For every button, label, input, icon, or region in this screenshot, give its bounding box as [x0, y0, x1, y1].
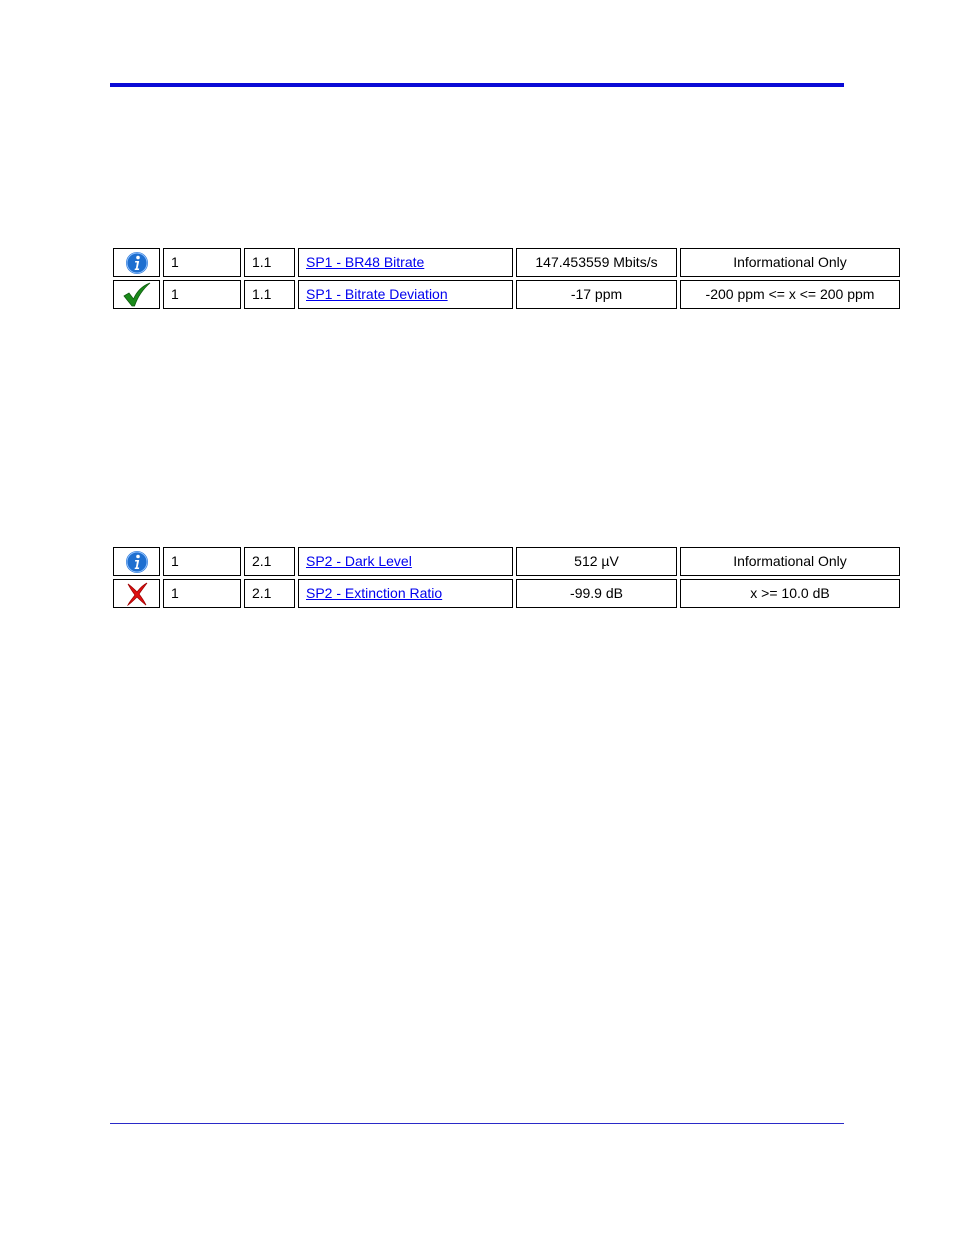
info-icon [125, 251, 149, 275]
test-link[interactable]: SP1 - Bitrate Deviation [306, 286, 448, 302]
info-icon [125, 550, 149, 574]
test-name-cell [298, 579, 513, 608]
measured-value: -17 ppm [516, 280, 677, 309]
test-link[interactable]: SP1 - BR48 Bitrate [306, 254, 425, 270]
cross-icon [125, 581, 149, 607]
checkmark-icon [122, 282, 152, 308]
test-link[interactable]: SP2 - Dark Level [306, 553, 412, 569]
measured-value: -99.9 dB [516, 579, 677, 608]
footer-rule [110, 1123, 844, 1124]
run-number: 1 [163, 248, 241, 277]
table-row [113, 248, 900, 277]
status-cell [113, 280, 160, 309]
table-row [113, 280, 900, 309]
limit-spec: x >= 10.0 dB [680, 579, 900, 608]
test-name-cell [298, 547, 513, 576]
test-step: 1.1 [244, 248, 295, 277]
results-table-sp2 [110, 544, 903, 611]
test-name-cell [298, 248, 513, 277]
run-number: 1 [163, 280, 241, 309]
limit-spec: Informational Only [680, 547, 900, 576]
test-step: 2.1 [244, 547, 295, 576]
test-step: 1.1 [244, 280, 295, 309]
run-number: 1 [163, 579, 241, 608]
test-name-cell [298, 280, 513, 309]
status-cell [113, 248, 160, 277]
results-table-sp1 [110, 245, 903, 312]
test-step: 2.1 [244, 579, 295, 608]
status-cell [113, 547, 160, 576]
limit-spec: Informational Only [680, 248, 900, 277]
table-row [113, 547, 900, 576]
header-rule [110, 83, 844, 87]
limit-spec: -200 ppm <= x <= 200 ppm [680, 280, 900, 309]
status-cell [113, 579, 160, 608]
run-number: 1 [163, 547, 241, 576]
table-row [113, 579, 900, 608]
measured-value: 512 µV [516, 547, 677, 576]
test-link[interactable]: SP2 - Extinction Ratio [306, 585, 443, 601]
measured-value: 147.453559 Mbits/s [516, 248, 677, 277]
